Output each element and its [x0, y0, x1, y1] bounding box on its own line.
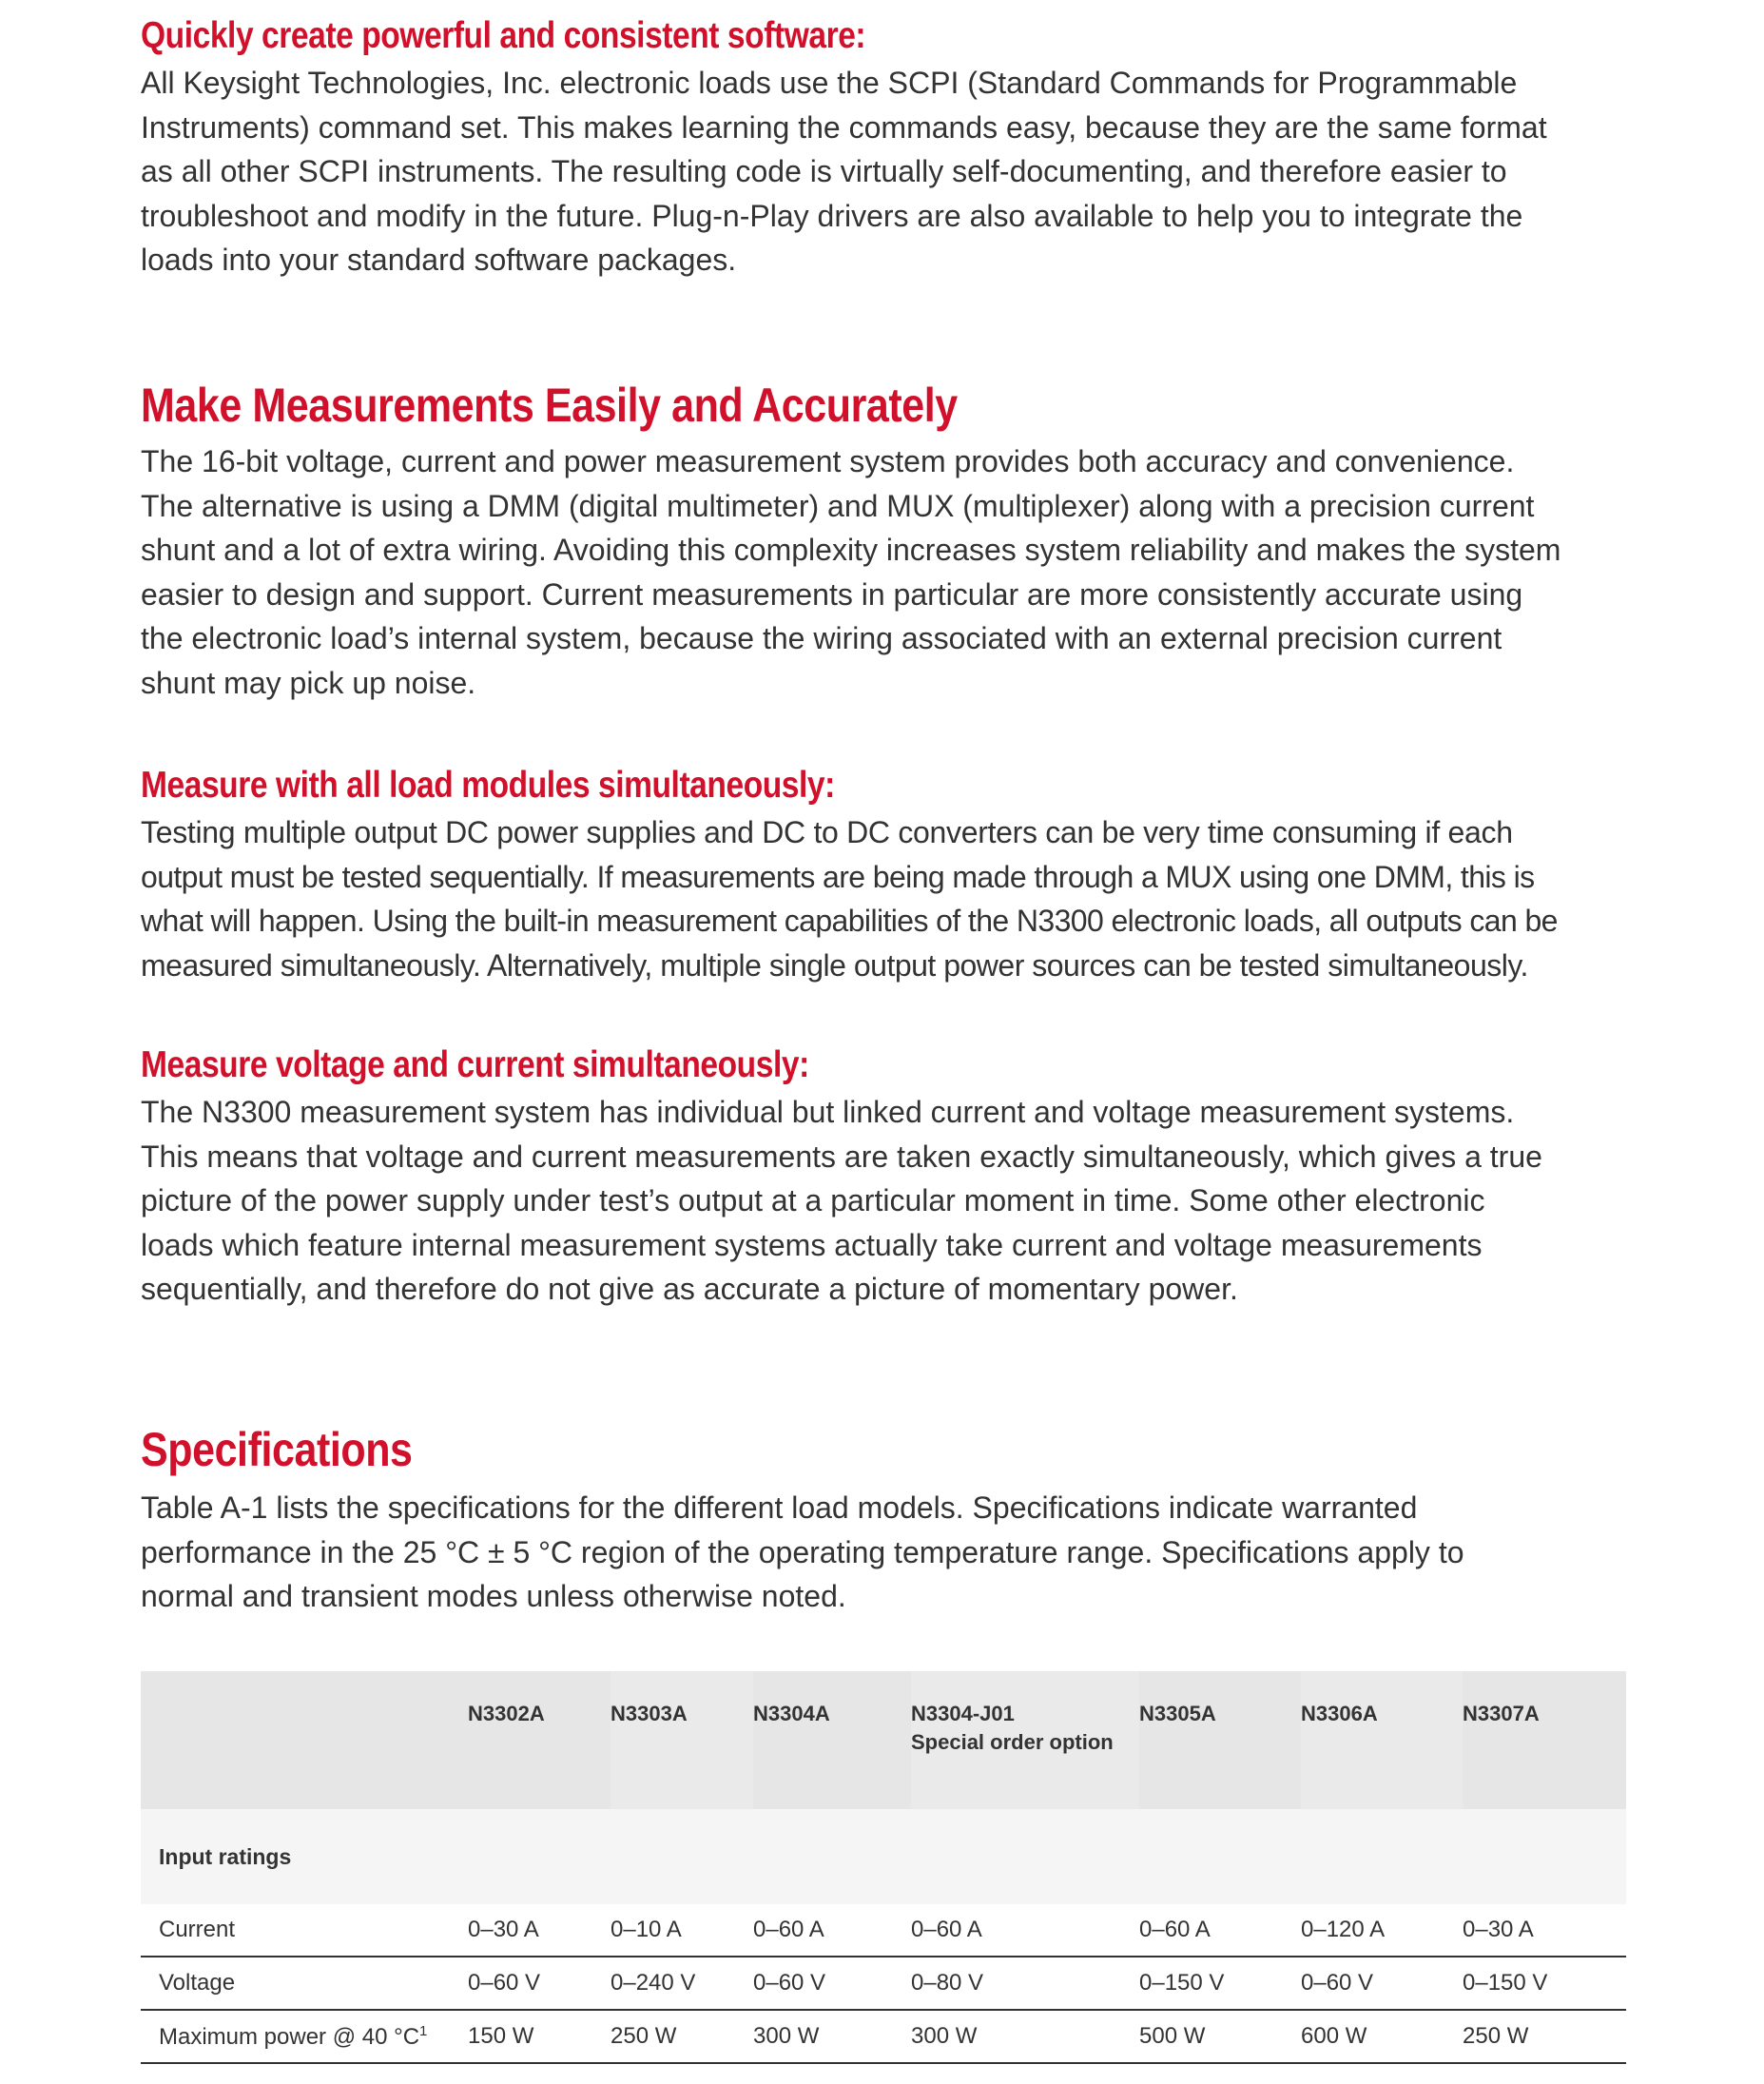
- paragraph-line: the electronic load’s internal system, because the wiring associated with an external precision current: [141, 621, 1502, 655]
- paragraph-line: output must be tested sequentially. If measurements are being made through a MUX using one DMM, this is: [141, 859, 1535, 894]
- row-label: [141, 2010, 468, 2063]
- table-cell: 0–30 A: [468, 1904, 611, 1957]
- paragraph-line: troubleshoot and modify in the future. Plug-n-Play drivers are also available to help you to integrate the: [141, 198, 1523, 233]
- paragraph-line: The 16-bit voltage, current and power measurement system provides both accuracy and convenience.: [141, 444, 1515, 478]
- table-row: [141, 1957, 1626, 2010]
- footnote-marker: 1: [419, 2022, 428, 2039]
- table-cell: 300 W: [911, 2010, 1139, 2063]
- paragraph-line: performance in the 25 °C ± 5 °C region of the operating temperature range. Specifications apply to: [141, 1534, 1464, 1569]
- section-specifications: [141, 1421, 1626, 1619]
- paragraph-line: sequentially, and therefore do not give as accurate a picture of momentary power.: [141, 1272, 1238, 1306]
- table-cell: 0–120 A: [1301, 1904, 1463, 1957]
- table-cell: 0–60 A: [753, 1904, 911, 1957]
- row-label: Voltage: [141, 1957, 468, 2010]
- table-header-cell: N3302A: [468, 1671, 611, 1809]
- section-heading: Specifications: [141, 1423, 413, 1476]
- table-cell: 0–60 A: [1139, 1904, 1301, 1957]
- table-cell: 0–150 V: [1139, 1957, 1301, 2010]
- table-row: [141, 1904, 1626, 1957]
- table-row: [141, 2010, 1626, 2063]
- section-heading: Make Measurements Easily and Accurately: [141, 379, 958, 432]
- section-voltage-current: [141, 1042, 1626, 1312]
- section-software: [141, 13, 1626, 282]
- table-header-model: N3304-J01: [911, 1702, 1015, 1725]
- section-all-modules: [141, 763, 1626, 987]
- table-cell: 0–80 V: [911, 1957, 1139, 2010]
- table-header-cell: [141, 1671, 468, 1809]
- table-cell: 0–60 V: [753, 1957, 911, 2010]
- table-header-cell: N3306A: [1301, 1671, 1463, 1809]
- table-cell: 0–30 A: [1463, 1904, 1626, 1957]
- paragraph-line: picture of the power supply under test’s output at a particular moment in time. Some other electronic: [141, 1183, 1485, 1217]
- paragraph-line: This means that voltage and current measurements are taken exactly simultaneously, which gives a true: [141, 1139, 1542, 1174]
- table-cell: 300 W: [753, 2010, 911, 2063]
- paragraph-line: easier to design and support. Current measurements in particular are more consistently accurate using: [141, 576, 1523, 612]
- table-cell: 0–240 V: [611, 1957, 753, 2010]
- table-section-label: Input ratings: [141, 1809, 1626, 1904]
- paragraph-line: as all other SCPI instruments. The resulting code is virtually self-documenting, and therefore easier to: [141, 154, 1507, 188]
- section-heading: Measure with all load modules simultaneously:: [141, 765, 835, 806]
- paragraph-line: measured simultaneously. Alternatively, multiple single output power sources can be tested simultaneously.: [141, 947, 1528, 983]
- table-header-cell: N3307A: [1463, 1671, 1626, 1809]
- table-cell: 0–60 A: [911, 1904, 1139, 1957]
- table-cell: 0–60 V: [468, 1957, 611, 2010]
- paragraph-line: loads which feature internal measurement systems actually take current and voltage measurements: [141, 1227, 1483, 1262]
- spec-table: [141, 1671, 1626, 2064]
- table-cell: 0–10 A: [611, 1904, 753, 1957]
- paragraph-line: All Keysight Technologies, Inc. electronic loads use the SCPI (Standard Commands for Programmable: [141, 66, 1518, 100]
- table-header-cell: N3305A: [1139, 1671, 1301, 1809]
- table-header-cell: N3304A: [753, 1671, 911, 1809]
- paragraph-line: normal and transient modes unless otherwise noted.: [141, 1579, 846, 1613]
- section-heading: Quickly create powerful and consistent software:: [141, 15, 866, 56]
- table-cell: 500 W: [1139, 2010, 1301, 2063]
- paragraph-line: The alternative is using a DMM (digital multimeter) and MUX (multiplexer) along with a precision current: [141, 488, 1535, 523]
- table-header-subtitle: Special order option: [911, 1730, 1114, 1754]
- section-heading: Measure voltage and current simultaneously:: [141, 1044, 809, 1085]
- table-section-row: [141, 1809, 1626, 1904]
- table-header-cell: N3303A: [611, 1671, 753, 1809]
- row-label-text: Maximum power @ 40 °C: [159, 2023, 420, 2050]
- table-cell: 250 W: [1463, 2010, 1626, 2063]
- paragraph-line: The N3300 measurement system has individual but linked current and voltage measurement systems.: [141, 1095, 1515, 1129]
- section-measurements: [141, 377, 1626, 705]
- row-label: Current: [141, 1904, 468, 1957]
- table-cell: 0–60 V: [1301, 1957, 1463, 2010]
- paragraph-line: what will happen. Using the built-in measurement capabilities of the N3300 electronic loads, all outputs can be: [141, 904, 1558, 938]
- paragraph-line: loads into your standard software packages.: [141, 243, 737, 277]
- paragraph-line: Table A-1 lists the specifications for the different load models. Specifications indicate warranted: [141, 1490, 1418, 1525]
- table-header-row: [141, 1671, 1626, 1809]
- table-cell: 250 W: [611, 2010, 753, 2063]
- paragraph-line: shunt may pick up noise.: [141, 665, 476, 700]
- paragraph-line: Instruments) command set. This makes learning the commands easy, because they are the same format: [141, 109, 1547, 145]
- paragraph-line: shunt and a lot of extra wiring. Avoiding this complexity increases system reliability and makes the system: [141, 533, 1561, 567]
- paragraph-line: Testing multiple output DC power supplies and DC to DC converters can be very time consuming if each: [141, 815, 1513, 849]
- table-cell: 600 W: [1301, 2010, 1463, 2063]
- table-cell: 150 W: [468, 2010, 611, 2063]
- table-header-cell: [911, 1671, 1139, 1809]
- table-cell: 0–150 V: [1463, 1957, 1626, 2010]
